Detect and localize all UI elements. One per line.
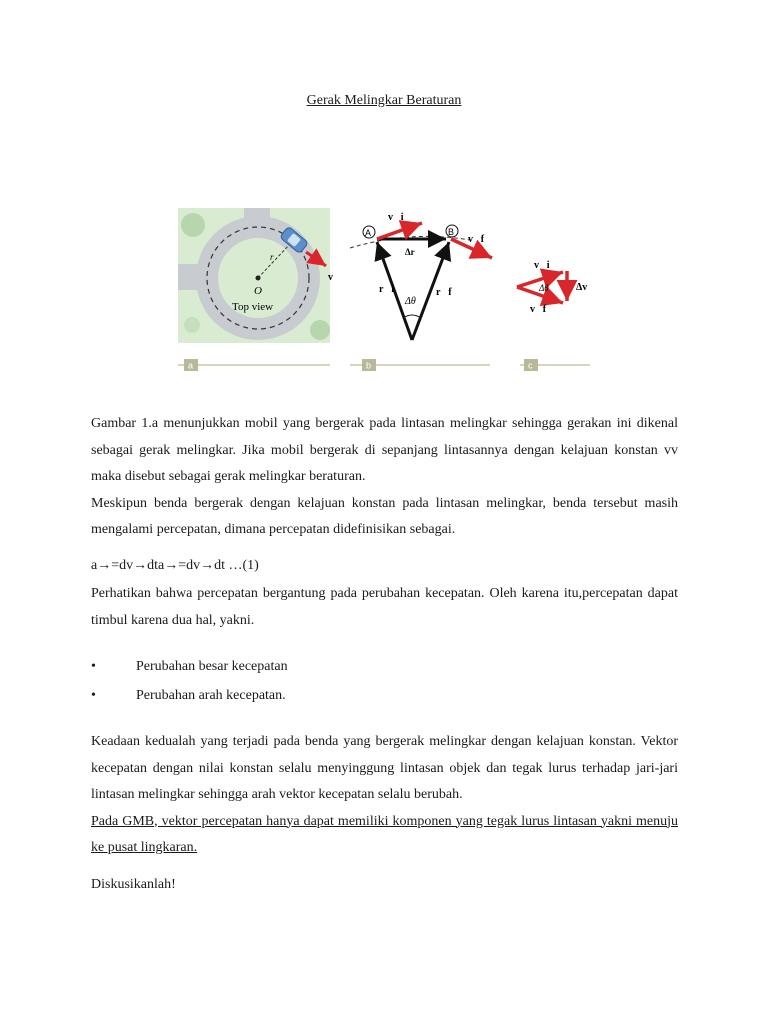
circular-motion-figure — [170, 200, 610, 380]
panel-b-dtheta-label: Δθ — [405, 296, 416, 307]
panel-b-vi-label: v⃗i — [388, 212, 404, 223]
panel-a-center-label: O — [254, 285, 262, 297]
panel-b-dr-label: Δr⃗ — [405, 247, 422, 257]
bullet-text: Perubahan arah kecepatan. — [136, 688, 286, 703]
panel-a-radius-label: r — [270, 252, 274, 262]
list-item — [91, 681, 678, 710]
body-block-1 — [91, 411, 678, 544]
bullet-symbol: • — [91, 659, 96, 674]
panel-b-vf-label: v⃗f — [468, 234, 485, 245]
panel-a-view-label: Top view — [232, 301, 274, 313]
panel-b-point-a: A — [365, 228, 372, 238]
panel-b-rf-label: r⃗f — [436, 287, 452, 298]
bullet-list — [91, 652, 678, 710]
paragraph-3: Perhatikan bahwa percepatan bergantung pada perubahan kecepatan. Oleh karena itu,percepatan dapat timbul karena dua hal, yakni. — [91, 586, 678, 628]
equation: a→=dv→dta→=dv→dt …(1) — [91, 558, 259, 573]
panel-b-ri-label: r⃗i — [379, 284, 394, 295]
panel-b-point-b: B — [448, 227, 455, 237]
body-block-2 — [91, 729, 678, 862]
paragraph-5: Pada GMB, vektor percepatan hanya dapat memiliki komponen yang tegak lurus lintasan yakni menuju ke pusat lingkaran. — [91, 813, 678, 855]
paragraph-1: Gambar 1.a menunjukkan mobil yang bergerak pada lintasan melingkar sehingga gerakan ini dikenal sebagai gerak melingkar. Jika mobil bergerak di sepanjang lintasannya dengan kelajuan konstan vv maka disebut sebagai gerak melingkar beraturan. — [91, 416, 678, 484]
bullet-text: Perubahan besar kecepatan — [136, 659, 288, 674]
list-item — [91, 652, 678, 681]
panel-c-vf-label: v⃗f — [530, 304, 547, 315]
panel-c-vi-label: v⃗i — [534, 260, 550, 271]
panel-c-dtheta-label: Δθ — [539, 283, 549, 293]
panel-c-label: c — [528, 360, 533, 371]
bullet-symbol: • — [91, 688, 96, 703]
panel-b-label: b — [366, 360, 372, 371]
paragraph-2: Meskipun benda bergerak dengan kelajuan konstan pada lintasan melingkar, benda tersebut masih mengalami percepatan, dimana percepatan didefinisikan sebagai. — [91, 495, 678, 537]
panel-c-dv-label: Δv⃗ — [576, 282, 596, 293]
panel-a-velocity-label: v⃗ — [328, 272, 341, 283]
panel-a-label: a — [188, 360, 194, 371]
paragraph-4: Keadaan kedualah yang terjadi pada benda yang bergerak melingkar dengan kelajuan konstan. Vektor kecepatan dengan nilai konstan selalu menyinggung lintasan objek dan tegak lurus terhadap jari-jari lintasan melingkar sehingga arah vektor kecepatan selalu berubah. — [91, 734, 678, 802]
closing-line: Diskusikanlah! — [91, 877, 176, 892]
document-title: Gerak Melingkar Beraturan — [306, 93, 462, 108]
panel-a — [178, 208, 330, 343]
